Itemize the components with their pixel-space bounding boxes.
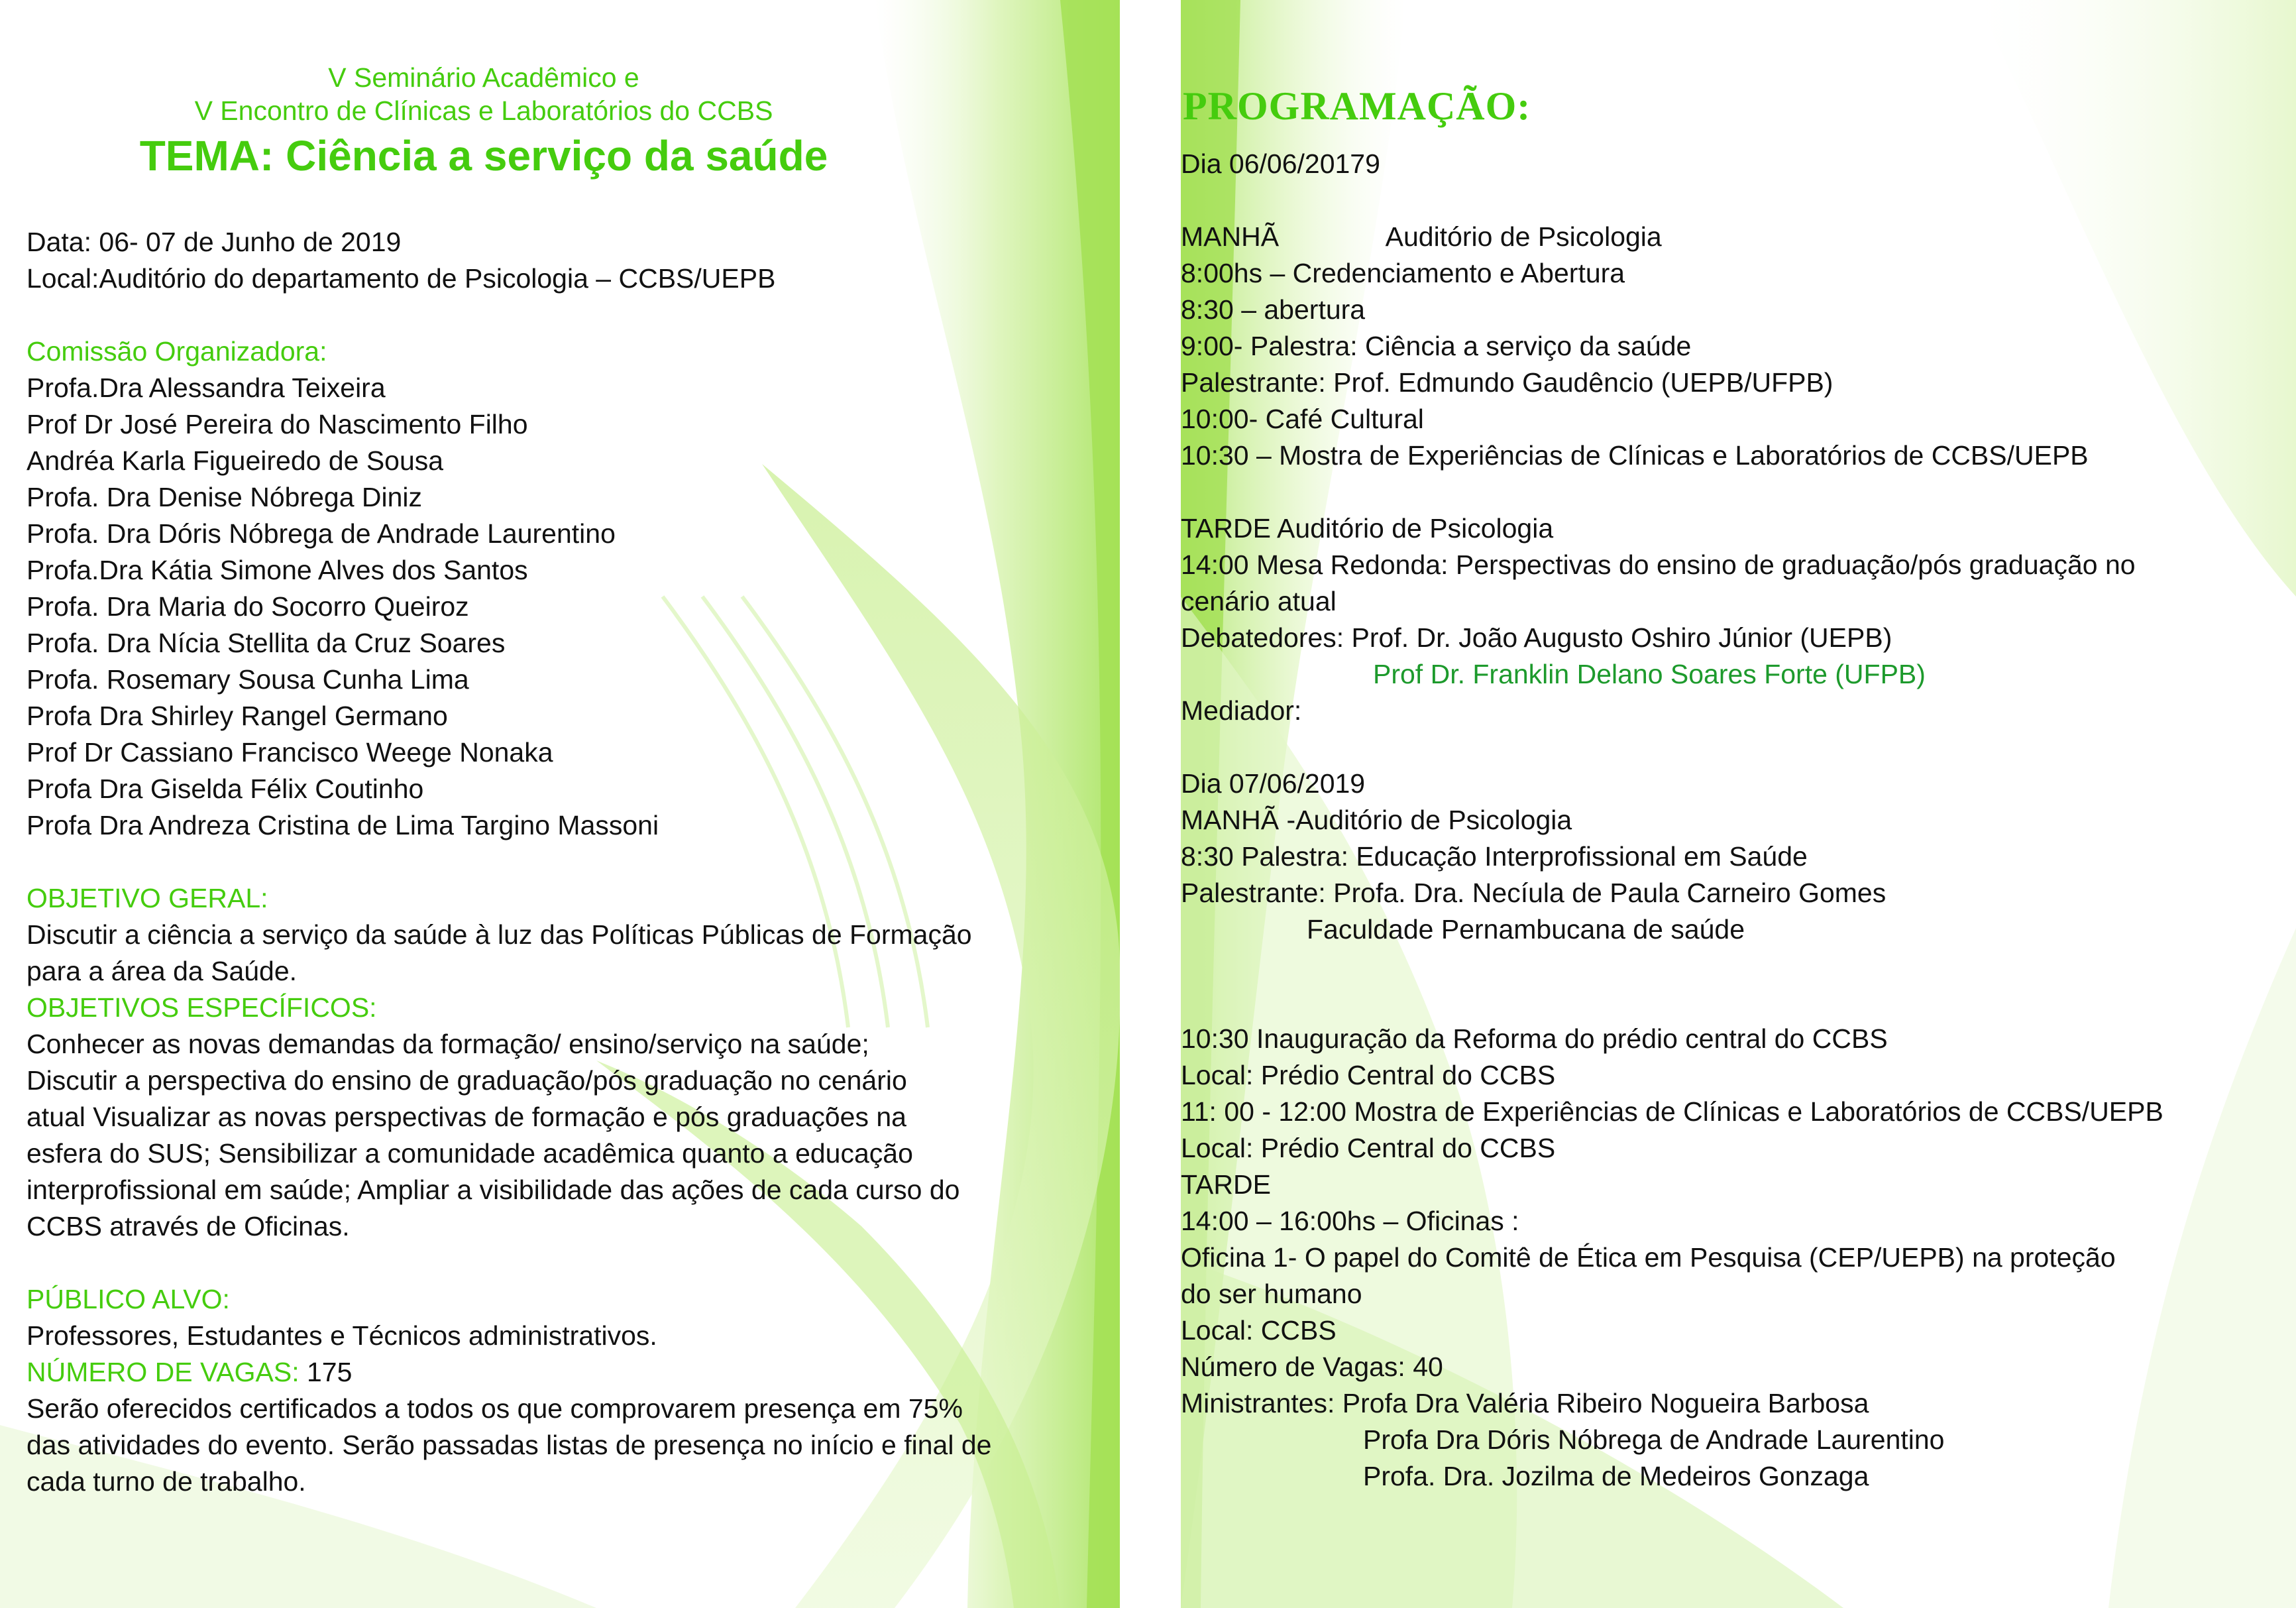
committee-member: Profa. Dra Maria do Socorro Queiroz <box>27 591 469 622</box>
event-location: Local:Auditório do departamento de Psicologia – CCBS/UEPB <box>27 263 776 294</box>
day1-date: Dia 06/06/20179 <box>1181 148 1380 179</box>
vacancies-value: 175 <box>307 1357 353 1387</box>
speaker-affiliation: Faculdade Pernambucana de saúde <box>1307 914 1745 945</box>
schedule-item: TARDE <box>1181 1169 1271 1200</box>
right-content <box>1181 80 2296 1495</box>
audience-text: Professores, Estudantes e Técnicos administrativos. <box>27 1320 657 1351</box>
committee-member: Profa.Dra Alessandra Teixeira <box>27 373 386 403</box>
mediator: Mediador: <box>1181 695 1302 726</box>
committee-member: Profa. Dra Nícia Stellita da Cruz Soares <box>27 628 506 658</box>
committee-member: Profa Dra Andreza Cristina de Lima Targino Massoni <box>27 810 659 840</box>
schedule-item: Oficina 1- O papel do Comitê de Ética em Pesquisa (CEP/UEPB) na proteção <box>1181 1242 2116 1273</box>
event-title-line1: V Seminário Acadêmico e <box>328 62 639 93</box>
objectives-specific-text: interprofissional em saúde; Ampliar a visibilidade das ações de cada curso do <box>27 1175 960 1205</box>
schedule-item: Palestrante: Prof. Edmundo Gaudêncio (UEPB/UFPB) <box>1181 367 1833 398</box>
event-theme: TEMA: Ciência a serviço da saúde <box>139 132 828 180</box>
schedule-item: 14:00 Mesa Redonda: Perspectivas do ensino de graduação/pós graduação no <box>1181 549 2136 580</box>
event-date: Data: 06- 07 de Junho de 2019 <box>27 227 402 257</box>
day1-afternoon-title: TARDE Auditório de Psicologia <box>1181 513 1554 544</box>
committee-member: Prof Dr José Pereira do Nascimento Filho <box>27 409 528 439</box>
right-flyer-panel <box>1181 0 2296 1608</box>
schedule-item: Número de Vagas: 40 <box>1181 1351 1443 1382</box>
objectives-specific-heading: OBJETIVOS ESPECÍFICOS: <box>27 992 377 1023</box>
committee-member: Profa Dra Shirley Rangel Germano <box>27 701 448 731</box>
left-content <box>27 61 1087 1500</box>
vacancies-line <box>27 1354 1087 1391</box>
objective-general-text: para a área da Saúde. <box>27 956 298 986</box>
left-flyer-panel <box>0 0 1120 1608</box>
objectives-specific-text: Discutir a perspectiva do ensino de graduação/pós graduação no cenário <box>27 1065 907 1096</box>
ministrante: Profa. Dra. Jozilma de Medeiros Gonzaga <box>1363 1461 1869 1491</box>
day1-morning-title <box>1181 219 2296 255</box>
committee-list <box>27 370 1087 844</box>
certificate-text: Serão oferecidos certificados a todos os que comprovarem presença em 75% <box>27 1393 963 1424</box>
certificate-text: das atividades do evento. Serão passadas listas de presença no início e final de <box>27 1430 992 1460</box>
committee-member: Profa. Rosemary Sousa Cunha Lima <box>27 664 469 695</box>
day2-morning-title: MANHÃ -Auditório de Psicologia <box>1181 805 1572 835</box>
vacancies-heading: NÚMERO DE VAGAS: <box>27 1357 300 1387</box>
schedule-item: do ser humano <box>1181 1279 1362 1309</box>
committee-member: Profa. Dra Denise Nóbrega Diniz <box>27 482 423 512</box>
day1-morning-label: MANHÃ <box>1181 221 1280 252</box>
objective-general-heading: OBJETIVO GERAL: <box>27 883 268 913</box>
schedule-item: 14:00 – 16:00hs – Oficinas : <box>1181 1206 1519 1236</box>
debater-2: Prof Dr. Franklin Delano Soares Forte (UFPB) <box>1373 659 1926 689</box>
programacao-heading: PROGRAMAÇÃO: <box>1183 84 1531 128</box>
schedule-item: Local: Prédio Central do CCBS <box>1181 1133 1556 1163</box>
schedule-item: 8:30 Palestra: Educação Interprofissional em Saúde <box>1181 841 1808 872</box>
objectives-specific-text: CCBS através de Oficinas. <box>27 1211 350 1241</box>
certificate-text: cada turno de trabalho. <box>27 1466 306 1497</box>
schedule-item: 9:00- Palestra: Ciência a serviço da saúde <box>1181 331 1692 361</box>
schedule-item: 11: 00 - 12:00 Mostra de Experiências de Clínicas e Laboratórios de CCBS/UEPB <box>1181 1096 2163 1127</box>
schedule-item: Ministrantes: Profa Dra Valéria Ribeiro Nogueira Barbosa <box>1181 1388 1869 1418</box>
schedule-item: 8:30 – abertura <box>1181 294 1366 325</box>
committee-member: Andréa Karla Figueiredo de Sousa <box>27 445 444 476</box>
committee-heading: Comissão Organizadora: <box>27 336 327 367</box>
event-title-line2: V Encontro de Clínicas e Laboratórios do CCBS <box>194 95 773 126</box>
committee-member: Prof Dr Cassiano Francisco Weege Nonaka <box>27 737 553 768</box>
objectives-specific-text: Conhecer as novas demandas da formação/ ensino/serviço na saúde; <box>27 1029 869 1059</box>
committee-member: Profa.Dra Kátia Simone Alves dos Santos <box>27 555 528 585</box>
committee-member: Profa. Dra Dóris Nóbrega de Andrade Laurentino <box>27 518 616 549</box>
objectives-specific-text: atual Visualizar as novas perspectivas de formação e pós graduações na <box>27 1102 906 1132</box>
day2-date: Dia 07/06/2019 <box>1181 768 1366 799</box>
audience-heading: PÚBLICO ALVO: <box>27 1284 230 1314</box>
schedule-item: Local: Prédio Central do CCBS <box>1181 1060 1556 1090</box>
schedule-item: 10:30 – Mostra de Experiências de Clínicas e Laboratórios de CCBS/UEPB <box>1181 440 2089 471</box>
schedule-item: Palestrante: Profa. Dra. Necíula de Paula Carneiro Gomes <box>1181 878 1886 908</box>
schedule-item: 10:30 Inauguração da Reforma do prédio central do CCBS <box>1181 1023 1888 1054</box>
schedule-item: 8:00hs – Credenciamento e Abertura <box>1181 258 1625 288</box>
schedule-item: 10:00- Café Cultural <box>1181 404 1424 434</box>
objectives-specific-text: esfera do SUS; Sensibilizar a comunidade acadêmica quanto a educação <box>27 1138 913 1169</box>
day1-morning-place: Auditório de Psicologia <box>1385 221 1662 252</box>
objective-general-text: Discutir a ciência a serviço da saúde à luz das Políticas Públicas de Formação <box>27 919 972 950</box>
schedule-item: Debatedores: Prof. Dr. João Augusto Oshiro Júnior (UEPB) <box>1181 622 1892 653</box>
schedule-item: Local: CCBS <box>1181 1315 1337 1346</box>
committee-member: Profa Dra Giselda Félix Coutinho <box>27 774 424 804</box>
ministrante: Profa Dra Dóris Nóbrega de Andrade Laurentino <box>1363 1424 1945 1455</box>
schedule-item: cenário atual <box>1181 586 1337 616</box>
